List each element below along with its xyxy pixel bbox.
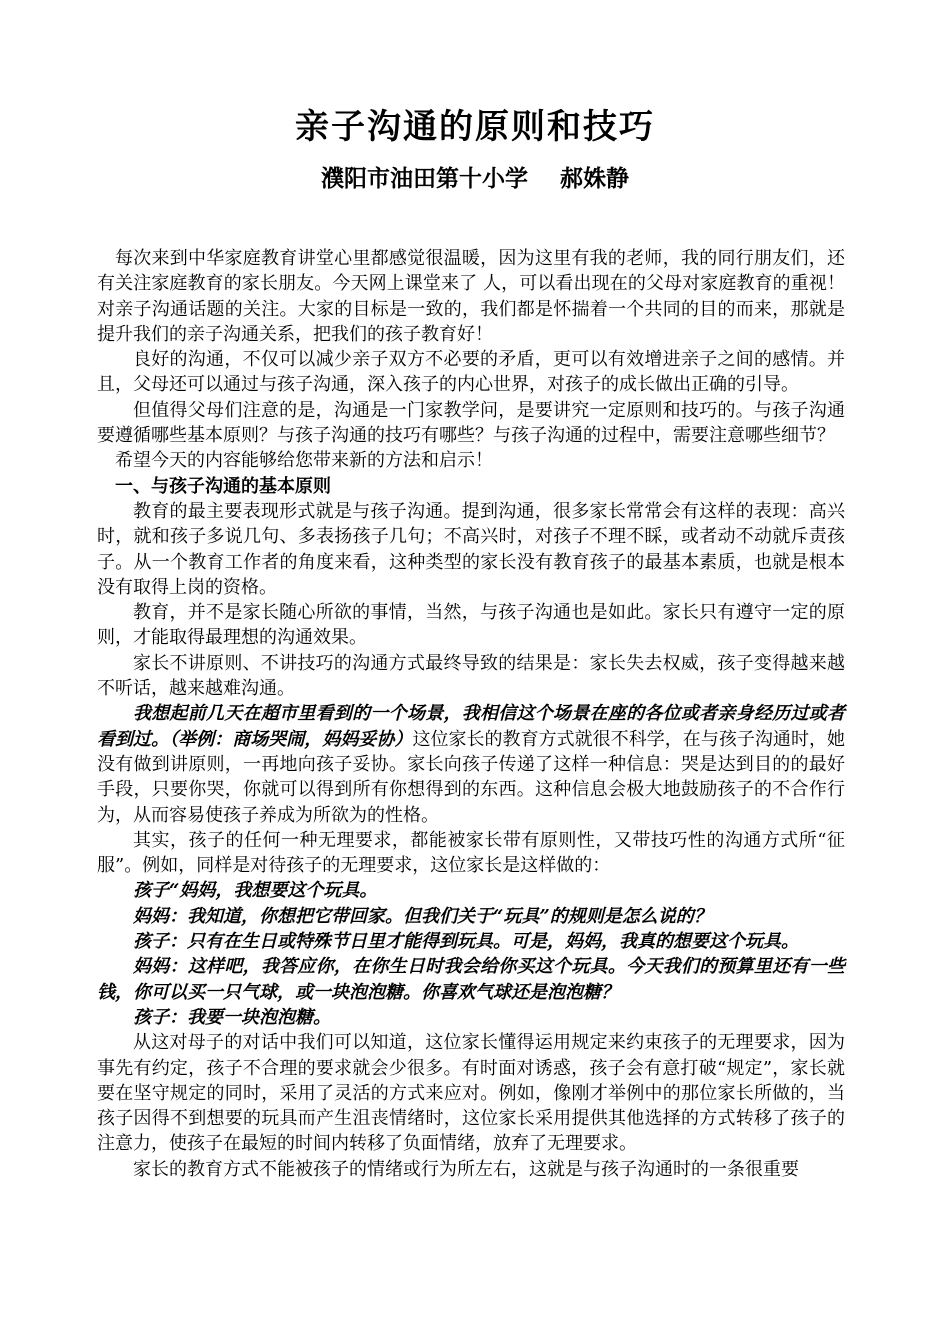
document-body (97, 246, 845, 1182)
paragraph: 良好的沟通，不仅可以减少亲子双方不必要的矛盾，更可以有效增进亲子之间的感情。并且，父母还可以通过与孩子沟通，深入孩子的内心世界，对孩子的成长做出正确的引导。 (97, 349, 845, 396)
paragraph: 教育的最主要表现形式就是与孩子沟通。提到沟通，很多家长常常会有这样的表现：高兴时，就和孩子多说几句、多表扬孩子几句；不高兴时，对孩子不理不睬，或者动不动就斥责孩子。从一个教育工作者的角度来看，这种类型的家长没有教育孩子的最基本素质，也就是根本没有取得上岗的资格。 (97, 500, 845, 598)
paragraph: 家长不讲原则、不讲技巧的沟通方式最终导致的结果是：家长失去权威，孩子变得越来越不听话，越来越难沟通。 (97, 652, 845, 700)
paragraph: 从这对母子的对话中我们可以知道，这位家长懂得运用规定来约束孩子的无理要求，因为事先有约定，孩子不合理的要求就会少很多。有时面对诱惑，孩子会有意打破“规定”，家长就要在坚守规定的同时，采用了灵活的方式来应对。例如，像刚才举例中的那位家长所做的，当孩子因得不到想要的玩具而产生沮丧情绪时，这位家长采用提供其他选择的方式转移了孩子的注意力，使孩子在最短的时间内转移了负面情绪，放弃了无理要求。 (97, 1032, 845, 1155)
paragraph: 家长的教育方式不能被孩子的情绪或行为所左右，这就是与孩子沟通时的一条很重要 (133, 1158, 799, 1180)
document-title: 亲子沟通的原则和技巧 (295, 107, 655, 147)
dialog-line: 孩子“妈妈，我想要这个玩具。 (133, 880, 378, 902)
paragraph: 其实，孩子的任何一种无理要求，都能被家长带有原则性，又带技巧性的沟通方式所“征服”。例如，同样是对待孩子的无理要求，这位家长是这样做的： (97, 829, 845, 877)
paragraph: 希望今天的内容能够给您带来新的方法和启示！ (115, 450, 493, 472)
dialog-line: 妈妈：这样吧，我答应你，在你生日时我会给你买这个玩具。今天我们的预算里还有一些钱，你可以买一只气球，或一块泡泡糖。你喜欢气球还是泡泡糖？ (97, 956, 845, 1003)
paragraph: 但值得父母们注意的是，沟通是一门家教学问，是要讲究一定原则和技巧的。与孩子沟通要遵循哪些基本原则？与孩子沟通的技巧有哪些？与孩子沟通的过程中，需要注意哪些细节？ (97, 399, 845, 447)
section-heading: 一、与孩子沟通的基本原则 (115, 475, 331, 497)
paragraph: 每次来到中华家庭教育讲堂心里都感觉很温暖，因为这里有我的老师，我的同行朋友们，还有关注家庭教育的家长朋友。今天网上课堂来了 人，可以看出现在的父母对家庭教育的重视！对亲子沟通话题的关注。大家的目标是一致的，我们都是怀揣着一个共同的目的而来，那就是提升我们的亲子沟通关系，把我们的孩子教育好！ (97, 248, 845, 345)
document-subtitle: 濮阳市油田第十小学 郝姝静 (320, 165, 630, 192)
paragraph-text: 这位家长的教育方式就很不科学，在与孩子沟通时，她没有做到讲原则，一再地向孩子妥协。家长向孩子传递了这样一种信息：哭是达到目的的最好手段，只要你哭，你就可以得到所有你想得到的东西。这种信息会极大地鼓励孩子的不合作行为，从而容易使孩子养成为所欲为的性格。 (97, 728, 845, 826)
dialog-line: 孩子：只有在生日或特殊节日里才能得到玩具。可是，妈妈，我真的想要这个玩具。 (133, 931, 799, 953)
paragraph (97, 701, 845, 827)
paragraph: 教育，并不是家长随心所欲的事情，当然，与孩子沟通也是如此。家长只有遵守一定的原则，才能取得最理想的沟通效果。 (97, 602, 845, 649)
emphasized-text: 我想起前几天在超市里看到的一个场景，我相信这个场景在座的各位或者亲身经历过或者看到过。（举例：商场哭闹，妈妈妥协） (97, 703, 845, 750)
dialog-line: 孩子：我要一块泡泡糖。 (133, 1006, 331, 1028)
dialog-line: 妈妈：我知道，你想把它带回家。但我们关于“玩具”的规则是怎么说的？ (133, 905, 712, 927)
